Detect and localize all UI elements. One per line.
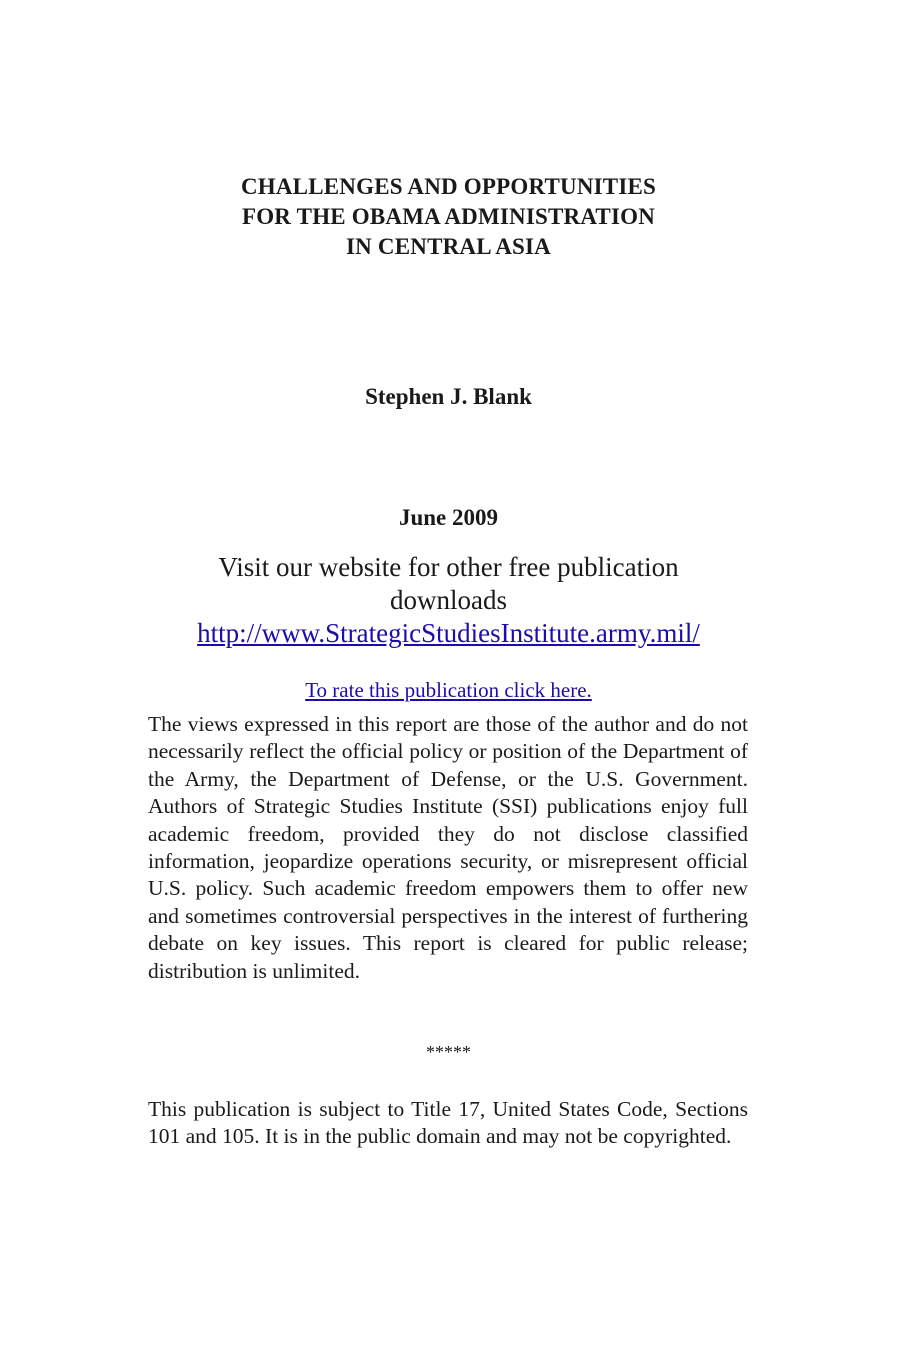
visit-line-1: Visit our website for other free publication — [218, 552, 679, 582]
section-separator: ***** — [426, 1042, 471, 1062]
website-link[interactable]: http://www.StrategicStudiesInstitute.army.mil/ — [197, 618, 700, 648]
rate-publication-row — [0, 676, 897, 704]
disclaimer-paragraph: The views expressed in this report are those of the author and do not necessarily reflect the official policy or position of the Department of the Army, the Department of Defense, or the U.S. Government. Authors of Strategic Studies Institute (SSI) publications enjoy full academic freedom, provided they do not disclose classified information, jeopardize operations security, or misrepresent official U.S. policy. Such academic freedom empowers them to offer new and sometimes controversial perspectives in the interest of furthering debate on key issues. This report is cleared for public release; distribution is unlimited. — [148, 712, 748, 983]
title-line-2: FOR THE OBAMA ADMINISTRATION — [241, 204, 656, 229]
author-name: Stephen J. Blank — [365, 384, 532, 409]
document-title — [0, 172, 897, 262]
rate-publication-link[interactable]: To rate this publication click here. — [305, 678, 592, 702]
visit-website-text — [0, 551, 897, 617]
publication-date: June 2009 — [398, 505, 499, 530]
title-line-3: IN CENTRAL ASIA — [346, 234, 551, 259]
copyright-notice: This publication is subject to Title 17, United States Code, Sections 101 and 105. It is in the public domain and may not be copyrighted. — [148, 1097, 748, 1149]
visit-line-2: downloads — [390, 585, 507, 615]
website-link-row — [0, 617, 897, 650]
title-line-1: CHALLENGES AND OPPORTUNITIES — [240, 174, 657, 199]
